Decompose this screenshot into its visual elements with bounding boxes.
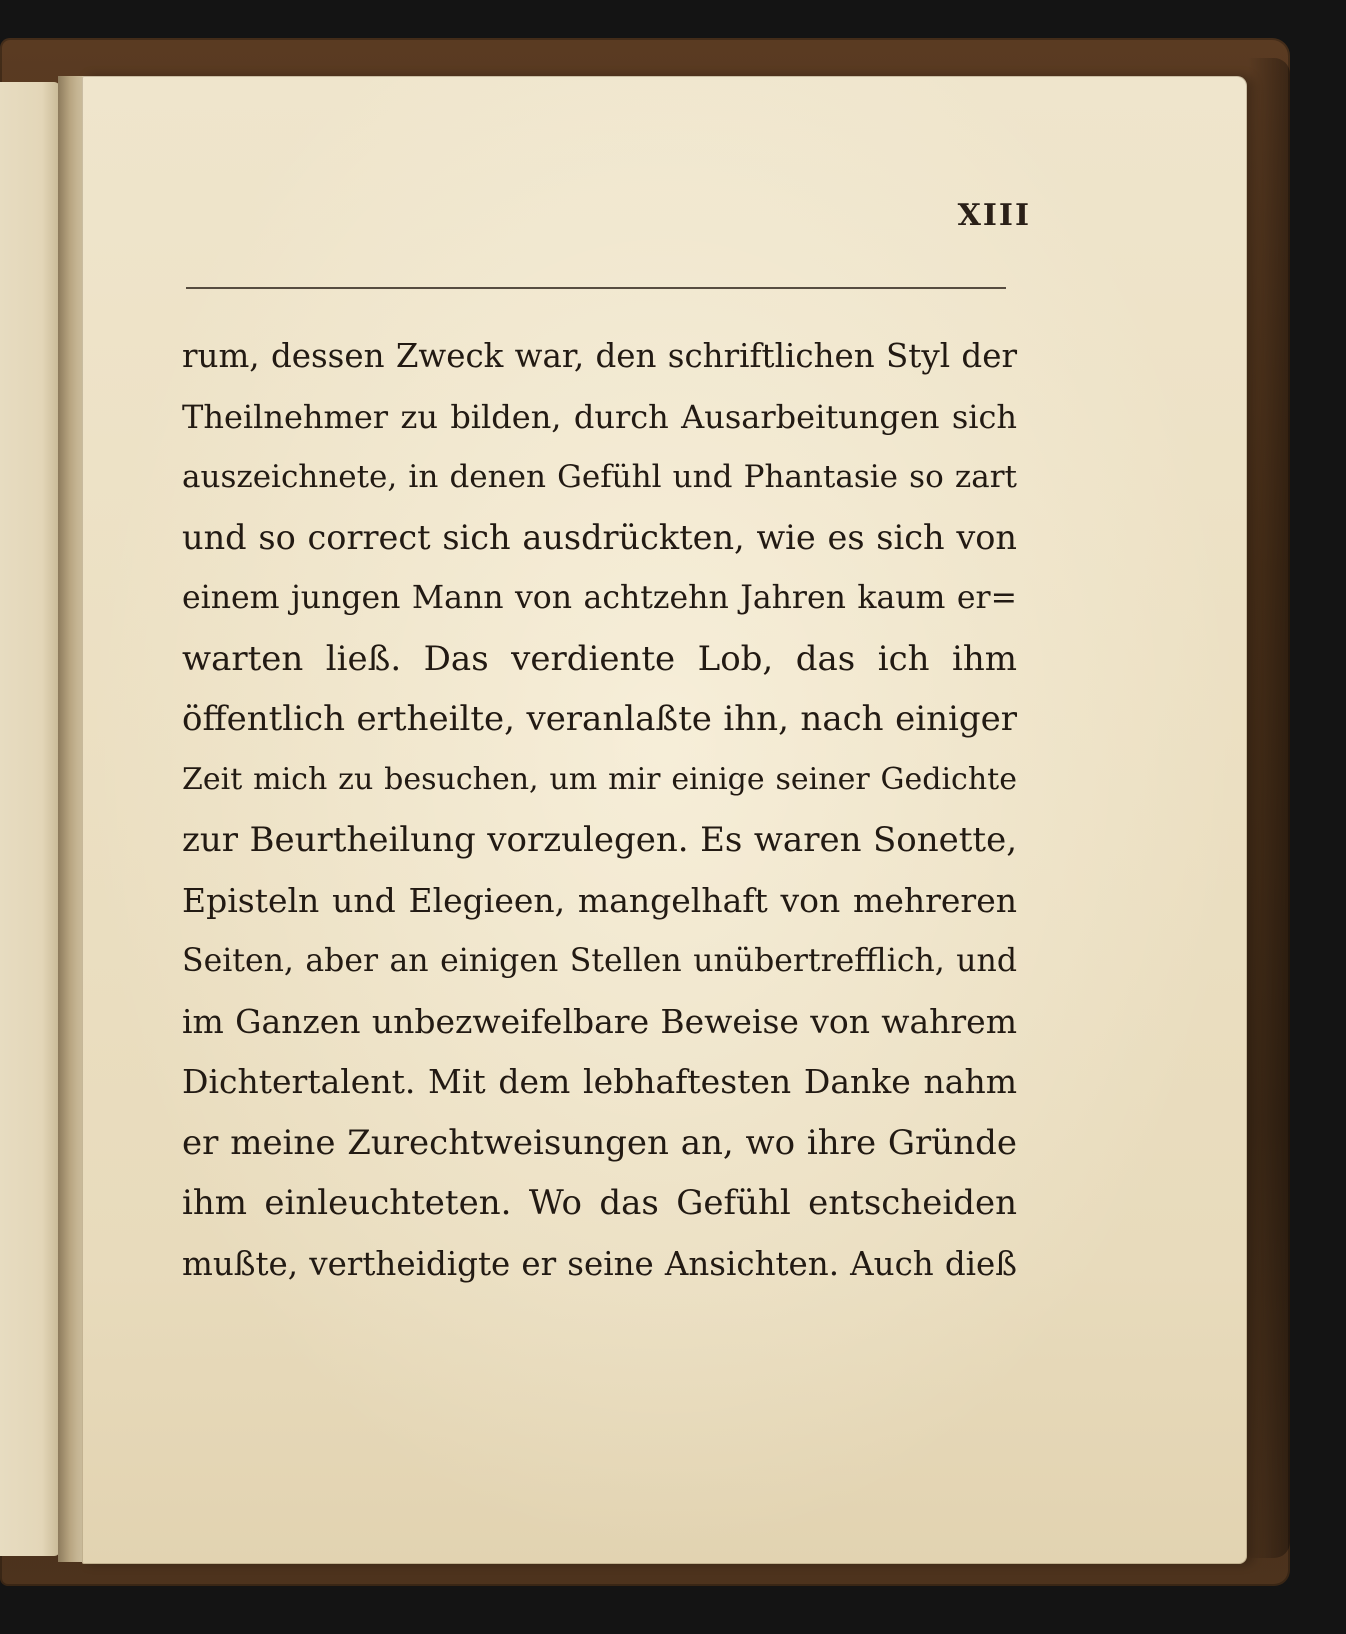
text-line: zur Beurtheilung vorzulegen. Es waren Sonette, <box>182 820 1017 860</box>
text-line: ihm einleuchteten. Wo das Gefühl entscheiden <box>182 1183 1017 1223</box>
text-line: Seiten, aber an einigen Stellen unübertrefflich, und <box>182 943 1017 979</box>
right-page <box>82 76 1247 1564</box>
text-line: einem jungen Mann von achtzehn Jahren kaum er= <box>182 580 1017 616</box>
text-line: warten ließ. Das verdiente Lob, das ich ihm <box>182 638 1017 679</box>
page-number: XIII <box>957 198 1031 233</box>
text-line: Zeit mich zu besuchen, um mir einige seiner Gedichte <box>182 761 1017 797</box>
text-line: Dichtertalent. Mit dem lebhaftesten Danke nahm <box>182 1062 1017 1101</box>
left-page-edge <box>0 82 60 1556</box>
text-line: mußte, vertheidigte er seine Ansichten. Auch dieß <box>182 1244 1017 1283</box>
text-line: öffentlich ertheilte, veranlaßte ihn, nach einiger <box>182 699 1017 739</box>
header-rule <box>186 287 1006 289</box>
text-line: er meine Zurechtweisungen an, wo ihre Gründe <box>182 1122 1017 1163</box>
text-line: rum, dessen Zweck war, den schriftlichen Styl der <box>182 337 1017 375</box>
text-line: Episteln und Elegieen, mangelhaft von mehreren <box>182 880 1017 920</box>
text-line: Theilnehmer zu bilden, durch Ausarbeitungen sich <box>182 397 1017 436</box>
text-line: auszeichnete, in denen Gefühl und Phantasie so zart <box>182 459 1017 495</box>
page-body-text <box>182 326 1017 1294</box>
text-line: und so correct sich ausdrückten, wie es sich von <box>182 517 1017 557</box>
text-line: im Ganzen unbezweifelbare Beweise von wahrem <box>182 1001 1017 1041</box>
